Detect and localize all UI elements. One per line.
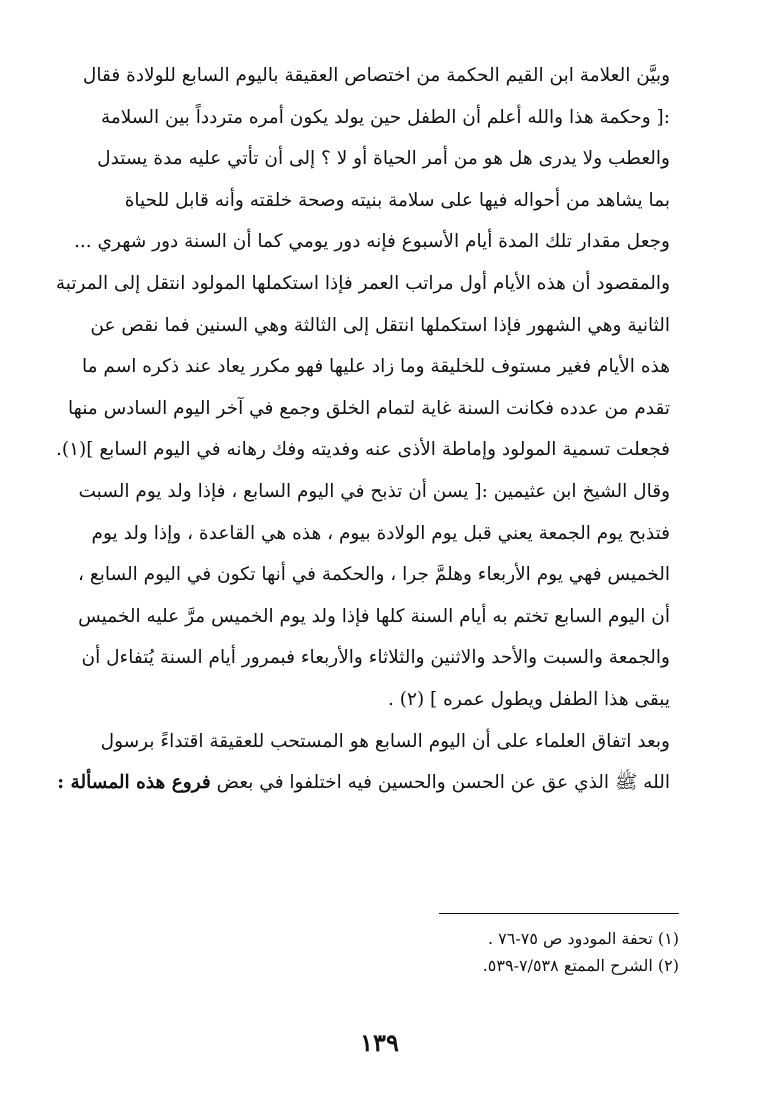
main-text [55, 55, 670, 804]
text-line-final [57, 762, 670, 804]
text-line: الخميس فهي يوم الأربعاء وهلمَّ جرا ، والحكمة في أنها تكون في اليوم السابع ، [78, 564, 670, 586]
text-line: :[ وحكمة هذا والله أعلم أن الطفل حين يولد يكون أمره متردداً بين السلامة [100, 106, 670, 128]
text-line: وبعد اتفاق العلماء على أن اليوم السابع هو المستحب للعقيقة اقتداءً برسول [100, 730, 670, 752]
page-number: ١٣٩ [360, 1028, 399, 1057]
footnotes [319, 925, 679, 979]
text-line: أن اليوم السابع تختم به أيام السنة كلها فإذا ولد يوم الخميس مرَّ عليه الخميس [78, 605, 670, 627]
final-line-bold: فروع هذه المسألة : [57, 772, 211, 794]
text-line: فجعلت تسمية المولود وإماطة الأذى عنه وفديته وفك رهانه في اليوم السابع ](١). [55, 439, 670, 461]
footnote-separator [439, 913, 679, 914]
footnote-2: (٢) الشرح الممتع ٧/٥٣٨-٥٣٩. [482, 956, 679, 975]
text-line: والجمعة والسبت والأحد والاثنين والثلاثاء والأربعاء فبمرور أيام السنة يُتفاءل أن [81, 647, 670, 669]
text-line: هذه الأيام فغير مستوف للخليقة وما زاد عليها فهو مكرر يعاد عند ذكره اسم ما [81, 356, 670, 378]
text-line: وجعل مقدار تلك المدة أيام الأسبوع فإنه دور يومي كما أن السنة دور شهري ... [74, 231, 670, 253]
text-line: والعطب ولا يدرى هل هو من أمر الحياة أو لا ؟ إلى أن تأتي عليه مدة يستدل [97, 148, 670, 170]
footnote-1: (١) تحفة المودود ص ٧٥-٧٦ . [488, 929, 679, 948]
text-line: وقال الشيخ ابن عثيمين :[ يسن أن تذبح في اليوم السابع ، فإذا ولد يوم السبت [78, 480, 670, 502]
final-line-plain: الله ﷺ الذي عق عن الحسن والحسين فيه اختلفوا في بعض [216, 772, 670, 794]
text-line: والمقصود أن هذه الأيام أول مراتب العمر فإذا استكملها المولود انتقل إلى المرتبة [55, 272, 670, 294]
text-line: يبقى هذا الطفل ويطول عمره ] (٢) . [388, 688, 670, 710]
text-line: فتذبح يوم الجمعة يعني قبل يوم الولادة بيوم ، هذه هي القاعدة ، وإذا ولد يوم [91, 522, 670, 544]
text-line: الثانية وهي الشهور فإذا استكملها انتقل إلى الثالثة وهي السنين فما نقص عن [90, 314, 670, 336]
text-line: وبيَّن العلامة ابن القيم الحكمة من اختصاص العقيقة باليوم السابع للولادة فقال [82, 65, 670, 86]
text-line: تقدم من عدده فكانت السنة غاية لتمام الخلق وجمع في آخر اليوم السادس منها [68, 397, 670, 419]
text-line: بما يشاهد من أحواله فيها على سلامة بنيته وصحة خلقته وأنه قابل للحياة [124, 189, 670, 211]
